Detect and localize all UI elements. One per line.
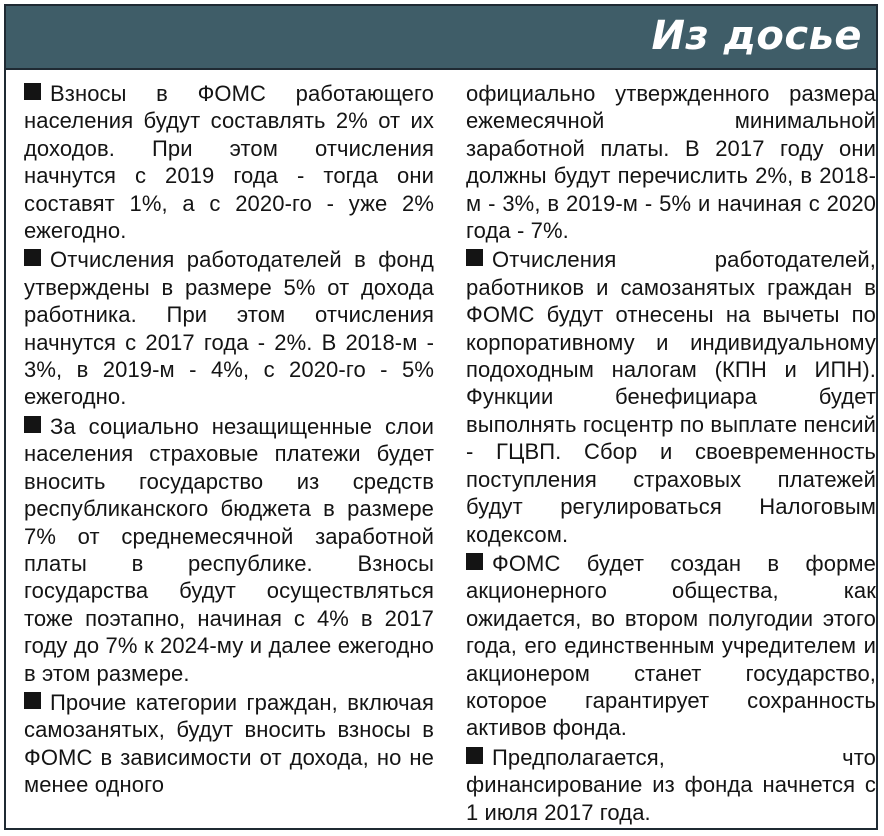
square-bullet-icon — [24, 83, 41, 100]
paragraph-text: официально утвержденного размера ежемесячной минимальной заработной платы. В 2017 году они должны будут перечислить 2%, в 2018-м - 3%, в 2019-м - 5% и начиная с 2020 года - 7%. — [466, 81, 876, 244]
paragraph-text: Отчисления работодателей, работников и самозанятых граждан в ФОМС будут отнесены на вычеты по корпоративному и индивидуальному подоходным налогам (КПН и ИПН). Функции бенефициара будет выполнять госцентр по выплате пенсий - ГЦВП. Сбор и своевременность поступления страховых платежей будут регулироваться Налоговым кодексом. — [466, 247, 876, 547]
square-bullet-icon — [24, 416, 41, 433]
paragraph — [466, 80, 876, 244]
square-bullet-icon — [466, 553, 483, 570]
paragraph — [466, 550, 876, 742]
paragraph — [24, 246, 434, 410]
paragraph — [24, 689, 434, 799]
square-bullet-icon — [24, 692, 41, 709]
paragraph — [466, 744, 876, 826]
square-bullet-icon — [466, 249, 483, 266]
paragraph-text: За социально незащищенные слои населения страховые платежи будет вносить государство из средств республиканского бюджета в размере 7% от среднемесячной заработной платы в республике. Взносы государства будут осуществляться тоже поэтапно, начиная с 4% в 2017 году до 7% к 2024-му и далее ежегодно в этом размере. — [24, 413, 434, 686]
article-body — [20, 80, 876, 825]
square-bullet-icon — [466, 747, 483, 764]
paragraph-text: Взносы в ФОМС работающего населения будут составлять 2% от их доходов. При этом отчисления начнутся с 2019 года - тогда они составят 1%, а с 2020-го - уже 2% ежегодно. — [24, 81, 434, 244]
paragraph-text: Отчисления работодателей в фонд утверждены в размере 5% от дохода работника. При этом отчисления начнутся с 2017 года - 2%. В 2018-м - 3%, в 2019-м - 4%, с 2020-го - 5% ежегодно. — [24, 247, 434, 410]
dossier-panel — [4, 4, 878, 830]
paragraph-text: ФОМС будет создан в форме акционерного общества, как ожидается, во втором полугодии этого года, его единственным учредителем и акционером станет государство, которое гарантирует сохранность активов фонда. — [466, 550, 876, 741]
square-bullet-icon — [24, 249, 41, 266]
paragraph — [466, 246, 876, 547]
paragraph — [24, 413, 434, 687]
paragraph-text: Предполагается, что финансирование из фонда начнется с 1 июля 2017 года. — [466, 744, 876, 825]
paragraph-text: Прочие категории граждан, включая самозанятых, будут вносить взносы в ФОМС в зависимости от дохода, но не менее одного — [24, 689, 434, 798]
paragraph — [24, 80, 434, 244]
header-bar — [6, 6, 876, 70]
header-title: Из досье — [651, 13, 862, 59]
right-column — [466, 80, 876, 828]
left-column — [24, 80, 434, 801]
